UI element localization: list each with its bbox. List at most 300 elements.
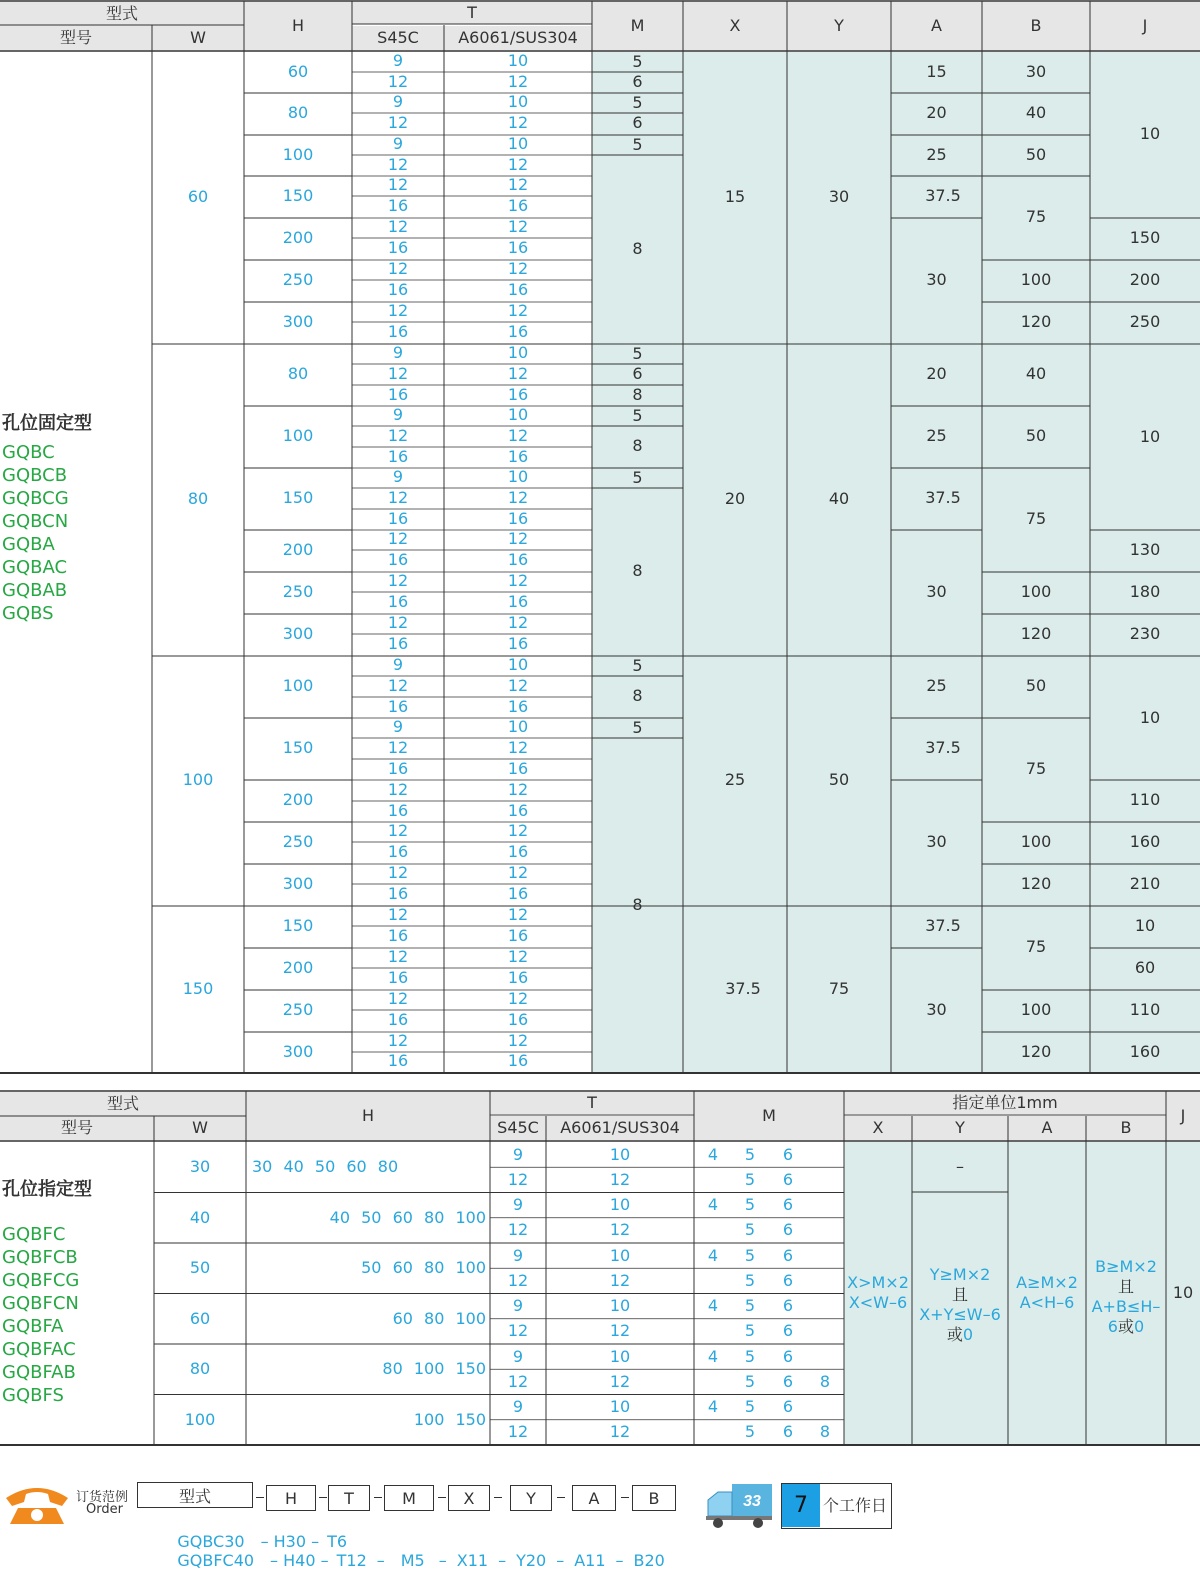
header-xingshi: 型式 [0,2,244,26]
j-value: 10 [1172,1283,1194,1302]
t-s45c-value: 9 [512,1397,524,1417]
t-a6061-value: 12 [507,571,529,590]
j-value: 160 [1129,1042,1161,1061]
m-value: 5 [744,1321,756,1341]
m-value: 5 [744,1220,756,1240]
delivery-days: 7 [782,1484,820,1527]
t-s45c-value: 9 [392,134,404,153]
t-s45c-value: 9 [392,467,404,486]
t-s45c-value: 12 [507,1270,529,1290]
t-a6061-value: 12 [507,71,529,91]
m-value: 4 [707,1144,719,1164]
t-a6061-value: 10 [507,467,529,486]
x-value: 20 [724,489,746,508]
h-value: 200 [282,790,314,809]
t-a6061-value: 12 [507,821,529,840]
h-value: 250 [282,1000,314,1019]
rule-line: 6或0 [1107,1317,1145,1336]
t-s45c-value: 16 [387,549,409,569]
m-value: 5 [744,1346,756,1366]
t-a6061-value: 12 [507,863,529,882]
separator [256,1497,264,1498]
b-value: 50 [1025,426,1047,445]
t-a6061-value: 10 [609,1144,631,1164]
header-t: T [352,2,592,24]
rule-line: A+B≤H– [1091,1297,1161,1316]
m-value: 4 [707,1397,719,1417]
h-value: 250 [282,582,314,601]
m-value: 8 [632,895,643,914]
header-h: H [244,2,352,50]
t-a6061-value: 16 [507,696,529,716]
header-w: W [152,26,244,50]
model-code: GQBFCN [2,1293,79,1314]
t-a6061-value: 10 [507,717,529,736]
j-value: 250 [1129,312,1161,331]
m-value: 8 [819,1422,831,1442]
t-s45c-value: 12 [387,613,409,632]
b-value: 50 [1025,145,1047,164]
header-j: J [1166,1092,1200,1140]
t-s45c-value: 9 [512,1195,524,1215]
t-s45c-value: 16 [387,633,409,653]
b-value: 100 [1020,1000,1052,1019]
t-a6061-value: 16 [507,508,529,528]
order-box: A [572,1485,616,1511]
order-box: T [328,1485,370,1511]
separator [494,1497,502,1498]
m-value: 5 [632,93,643,112]
m-value: 8 [632,686,643,705]
y-value: 75 [828,979,850,998]
t-s45c-value: 12 [387,112,409,132]
t-a6061-value: 10 [507,51,529,70]
m-value: 5 [744,1296,756,1316]
a-value: 25 [926,145,947,164]
model-code: GQBFS [2,1385,64,1406]
j-value: 230 [1129,624,1161,643]
t-s45c-value: 16 [387,384,409,404]
t-s45c-value: 12 [507,1220,529,1240]
m-value: 4 [707,1346,719,1366]
h-range: 50 60 80 100 [361,1258,486,1278]
h-value: 300 [282,1042,314,1061]
order-label-en: Order [86,1502,123,1517]
a-value: 25 [926,676,947,695]
m-value: 6 [782,1371,794,1391]
m-value: 5 [632,52,643,71]
t-a6061-value: 10 [507,655,529,674]
t-s45c-value: 9 [512,1245,524,1265]
t-a6061-value: 10 [609,1245,631,1265]
t-s45c-value: 9 [392,92,404,111]
j-value: 130 [1129,540,1161,559]
model-code: GQBAB [2,580,68,601]
t-s45c-value: 12 [507,1422,529,1442]
a-value: 30 [926,832,947,851]
t-s45c-value: 16 [387,1009,409,1029]
rule-line: 且 [1117,1277,1134,1296]
w-value: 150 [182,979,214,998]
h-value: 250 [282,832,314,851]
t-s45c-value: 16 [387,195,409,215]
t-s45c-value: 16 [387,925,409,945]
h-value: 150 [282,186,314,205]
t-a6061-value: 12 [507,175,529,194]
m-value: 5 [744,1397,756,1417]
t-a6061-value: 10 [507,405,529,424]
t-a6061-value: 12 [609,1220,631,1240]
h-range: 80 100 150 [382,1359,486,1379]
separator [621,1497,629,1498]
model-code: GQBCB [2,465,68,486]
header-unit: 指定单位1mm [844,1092,1166,1114]
model-code: GQBA [2,534,55,555]
header-m: M [694,1092,844,1140]
header-t: T [490,1092,694,1114]
t-a6061-value: 12 [507,905,529,924]
t-a6061-value: 10 [609,1397,631,1417]
truck-label: 33 [743,1493,761,1510]
model-code: GQBS [2,603,54,624]
t-s45c-value: 16 [387,279,409,299]
m-value: 6 [782,1296,794,1316]
b-value: 40 [1025,103,1047,122]
h-value: 250 [282,270,314,289]
t-s45c-value: 12 [387,905,409,924]
m-value: 6 [632,113,643,132]
a-value: 30 [926,1000,947,1019]
rule-line: X<W–6 [848,1293,908,1312]
telephone-icon [2,1480,72,1528]
order-example-2: GQBFC40 – H40 – T12 – M5 – X11 – Y20 – A11 – B20 [177,1551,665,1570]
b-value: 75 [1025,207,1047,226]
t-s45c-value: 12 [387,821,409,840]
t-s45c-value: 12 [387,363,409,383]
m-value: 6 [782,1321,794,1341]
m-value: 6 [782,1144,794,1164]
b-value: 40 [1025,364,1047,383]
m-value: 6 [782,1346,794,1366]
m-value: 6 [632,364,643,383]
t-s45c-value: 12 [387,675,409,695]
m-value: 5 [632,656,643,675]
h-value: 100 [282,676,314,695]
t-s45c-value: 16 [387,800,409,820]
t-a6061-value: 16 [507,446,529,466]
header-model: 型号 [0,26,152,50]
j-value: 10 [1134,916,1156,935]
t-s45c-value: 9 [512,1346,524,1366]
t-s45c-value: 12 [387,529,409,548]
m-value: 6 [782,1169,794,1189]
b-value: 30 [1025,62,1047,81]
y-value: 50 [828,770,850,789]
m-value: 8 [632,385,643,404]
t-s45c-value: 12 [387,301,409,320]
t-s45c-value: 16 [387,696,409,716]
model-code: GQBFAB [2,1362,76,1383]
y-value: 30 [828,187,850,206]
header-x: X [844,1116,912,1140]
m-value: 6 [632,72,643,91]
header-s45c: S45C [352,26,444,50]
j-value: 110 [1129,790,1161,809]
t-a6061-value: 12 [507,613,529,632]
m-value: 8 [632,561,643,580]
t-s45c-value: 12 [387,487,409,507]
order-box: H [266,1485,316,1511]
m-value: 5 [632,718,643,737]
a-value: 25 [926,426,947,445]
m-value: 8 [632,436,643,455]
t-a6061-value: 16 [507,758,529,778]
t-s45c-value: 12 [387,571,409,590]
m-value: 5 [744,1270,756,1290]
t-s45c-value: 9 [392,51,404,70]
b-value: 50 [1025,676,1047,695]
header-y: Y [912,1116,1008,1140]
delivery-truck-icon [704,1480,774,1530]
w-value: 30 [189,1157,211,1177]
delivery-badge [781,1483,892,1529]
t-s45c-value: 9 [392,405,404,424]
h-value: 200 [282,228,314,247]
m-value: 5 [744,1144,756,1164]
t-s45c-value: 12 [507,1371,529,1391]
header-a: A [891,2,982,50]
b-value: 120 [1020,312,1052,331]
h-value: 80 [287,103,309,122]
t-a6061-value: 16 [507,925,529,945]
y-dash: – [956,1157,964,1176]
t-s45c-value: 16 [387,237,409,257]
m-value: 8 [819,1371,831,1391]
a-value: 37.5 [925,738,961,757]
order-box: M [384,1485,434,1511]
t-a6061-value: 12 [507,425,529,445]
t-s45c-value: 16 [387,591,409,611]
separator [438,1497,446,1498]
t-s45c-value: 12 [387,175,409,194]
t-s45c-value: 12 [507,1321,529,1341]
order-box: X [448,1485,490,1511]
m-value: 5 [744,1245,756,1265]
t-a6061-value: 10 [609,1195,631,1215]
header-xingshi: 型式 [0,1092,246,1116]
j-value: 150 [1129,228,1161,247]
t-s45c-value: 12 [387,425,409,445]
j-value: 10 [1139,124,1161,143]
m-value: 6 [782,1422,794,1442]
t-s45c-value: 16 [387,841,409,861]
order-example-1: GQBC30 – H30 – T6 [177,1532,348,1551]
t-a6061-value: 16 [507,883,529,903]
t-a6061-value: 12 [507,989,529,1008]
t-a6061-value: 12 [609,1169,631,1189]
t-s45c-value: 12 [387,154,409,174]
h-value: 300 [282,312,314,331]
model-code: GQBAC [2,557,68,578]
t-a6061-value: 16 [507,384,529,404]
t-a6061-value: 10 [507,92,529,111]
model-code: GQBFAC [2,1339,76,1360]
t-s45c-value: 9 [392,717,404,736]
b-value: 75 [1025,759,1047,778]
b-value: 100 [1020,832,1052,851]
h-value: 300 [282,874,314,893]
h-value: 200 [282,958,314,977]
w-value: 100 [184,1409,216,1429]
model-code: GQBFC [2,1224,66,1245]
h-value: 150 [282,916,314,935]
header-s45c: S45C [490,1116,546,1140]
rule-line: Y≥M×2 [929,1265,991,1284]
m-value: 5 [744,1169,756,1189]
m-value: 5 [632,135,643,154]
t-a6061-value: 16 [507,549,529,569]
m-value: 6 [782,1245,794,1265]
m-value: 5 [744,1371,756,1391]
t-a6061-value: 16 [507,321,529,341]
h-value: 100 [282,145,314,164]
t-a6061-value: 12 [507,259,529,278]
m-value: 5 [744,1422,756,1442]
t-a6061-value: 16 [507,591,529,611]
m-value: 6 [782,1270,794,1290]
t-a6061-value: 12 [507,947,529,966]
a-value: 20 [926,364,947,383]
t-a6061-value: 12 [609,1422,631,1442]
m-value: 5 [632,344,643,363]
j-value: 160 [1129,832,1161,851]
group-title: 孔位固定型 [2,413,92,434]
model-code: GQBFCB [2,1247,78,1268]
order-box: Y [510,1485,552,1511]
t-s45c-value: 12 [387,779,409,799]
t-a6061-value: 10 [609,1296,631,1316]
h-value: 100 [282,426,314,445]
t-s45c-value: 12 [387,947,409,966]
header-w: W [154,1116,246,1140]
t-a6061-value: 12 [609,1321,631,1341]
t-a6061-value: 16 [507,195,529,215]
a-value: 37.5 [925,186,961,205]
x-value: 25 [724,770,746,789]
rule-line: X+Y≤W–6 [919,1305,1001,1324]
j-value: 60 [1134,958,1156,977]
h-value: 150 [282,738,314,757]
t-a6061-value: 16 [507,1009,529,1029]
t-a6061-value: 10 [507,343,529,362]
t-a6061-value: 16 [507,800,529,820]
m-value: 8 [632,238,643,258]
t-s45c-value: 16 [387,446,409,466]
j-value: 180 [1129,582,1161,601]
j-value: 10 [1139,427,1161,446]
model-code: GQBFCG [2,1270,80,1291]
t-a6061-value: 16 [507,967,529,987]
m-value: 5 [632,406,643,425]
t-s45c-value: 16 [387,321,409,341]
h-value: 80 [287,364,309,383]
t-s45c-value: 12 [507,1169,529,1189]
t-a6061-value: 12 [507,112,529,132]
t-s45c-value: 16 [387,758,409,778]
t-s45c-value: 12 [387,217,409,236]
order-box: 型式 [137,1482,253,1508]
h-value: 200 [282,540,314,559]
y-value: 40 [828,489,850,508]
w-value: 40 [189,1207,211,1227]
x-value: 15 [724,187,746,206]
j-value: 210 [1129,874,1161,893]
t-s45c-value: 9 [512,1296,524,1316]
b-value: 100 [1020,270,1052,289]
h-value: 150 [282,488,314,507]
t-a6061-value: 10 [507,134,529,153]
t-s45c-value: 16 [387,508,409,528]
t-a6061-value: 12 [507,363,529,383]
t-a6061-value: 12 [507,737,529,757]
w-value: 80 [187,489,209,508]
separator [557,1497,565,1498]
w-value: 50 [189,1258,211,1278]
rule-line: X>M×2 [847,1273,909,1292]
t-s45c-value: 9 [392,655,404,674]
h-range: 60 80 100 [392,1308,486,1328]
t-s45c-value: 9 [512,1144,524,1164]
rule-line: A≥M×2 [1016,1273,1078,1292]
t-s45c-value: 12 [387,863,409,882]
h-range: 30 40 50 60 80 [252,1157,399,1177]
a-value: 37.5 [925,916,961,935]
a-value: 30 [926,582,947,601]
a-value: 37.5 [925,488,961,507]
b-value: 75 [1025,937,1047,956]
m-value: 5 [744,1195,756,1215]
m-value: 6 [782,1195,794,1215]
b-value: 75 [1025,509,1047,528]
t-a6061-value: 12 [609,1270,631,1290]
t-a6061-value: 12 [507,529,529,548]
group-title: 孔位指定型 [2,1179,92,1200]
t-a6061-value: 16 [507,841,529,861]
t-a6061-value: 10 [609,1346,631,1366]
h-range: 100 150 [413,1409,486,1429]
t-a6061-value: 12 [507,487,529,507]
separator [319,1497,327,1498]
order-label-cn: 订货范例 [76,1490,129,1505]
t-s45c-value: 16 [387,883,409,903]
header-b: B [1086,1116,1166,1140]
m-value: 4 [707,1245,719,1265]
header-model: 型号 [0,1116,154,1140]
w-value: 100 [182,770,214,789]
t-s45c-value: 16 [387,1051,409,1070]
t-a6061-value: 12 [507,675,529,695]
t-s45c-value: 16 [387,967,409,987]
header-a6061: A6061/SUS304 [546,1116,694,1140]
model-code: GQBFA [2,1316,64,1337]
b-value: 120 [1020,624,1052,643]
j-value: 110 [1129,1000,1161,1019]
w-value: 60 [189,1308,211,1328]
delivery-text: 个工作日 [822,1495,887,1515]
t-a6061-value: 16 [507,237,529,257]
header-j: J [1090,2,1200,50]
t-s45c-value: 12 [387,259,409,278]
